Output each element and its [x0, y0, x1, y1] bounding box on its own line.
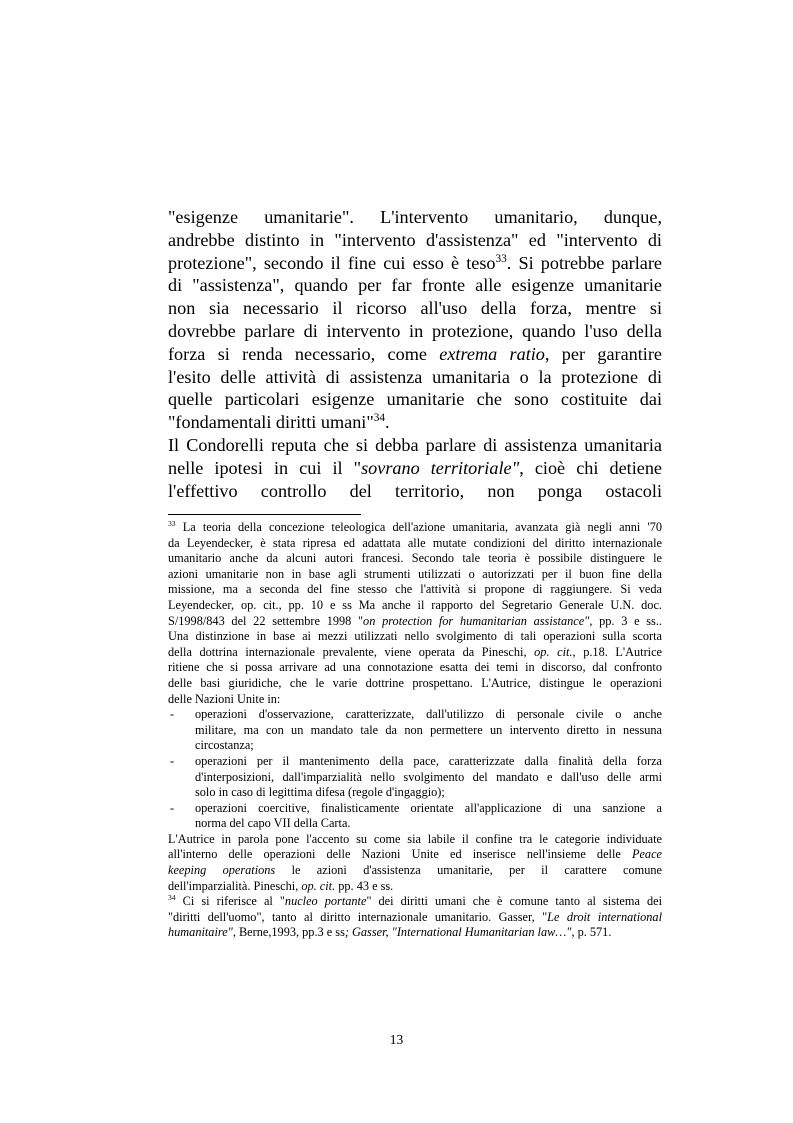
text-span: .	[385, 412, 390, 433]
footnote-line	[195, 770, 662, 786]
bullet-dash: -	[170, 707, 175, 722]
text-span: andrebbe distinto in "intervento d'assistenza" ed "intervento di	[168, 229, 662, 250]
text-span: delle Nazioni Unite in:	[168, 691, 281, 706]
text-span: Leyendecker, op. cit., pp. 10 e ss Ma anche il rapporto del Segretario Generale U.N. doc.	[168, 597, 662, 612]
text-span: l'esito delle attività di assistenza umanitaria o la protezione di	[168, 366, 662, 387]
text-span: "esigenze umanitarie". L'intervento umanitario, dunque,	[168, 207, 662, 227]
footnote-line	[195, 723, 662, 739]
footnote-line	[168, 567, 662, 583]
text-line	[168, 274, 662, 297]
footnote-number: 33	[168, 518, 176, 528]
text-line	[168, 457, 662, 480]
footnote-line	[168, 879, 662, 895]
text-line	[168, 206, 662, 229]
text-span: ritiene che si possa arrivare ad una connotazione esatta dei temi in discorso, dal confronto	[168, 660, 662, 675]
footnote-line	[168, 598, 662, 614]
text-line	[168, 229, 662, 252]
footnote-line	[168, 582, 662, 598]
text-span: Una distinzione in base ai mezzi utilizzati nello svolgimento di tali operazioni sulla scorta	[168, 629, 662, 644]
emphasis-text: keeping operations	[168, 863, 276, 878]
text-span: , per garantire	[544, 343, 662, 364]
page-number: 13	[389, 1032, 404, 1047]
footnote-33	[168, 520, 662, 894]
text-span: di "assistenza", quando per far fronte alle esigenze umanitarie	[168, 275, 662, 296]
text-span: circostanza;	[195, 738, 254, 753]
emphasis-text: Le droit international	[547, 909, 662, 924]
emphasis-text: International Humanitarian law…"	[396, 925, 572, 940]
emphasis-text: on protection for humanitarian assistance"	[363, 613, 590, 628]
emphasis-text: sovrano territoriale"	[361, 457, 520, 478]
footnote-34	[168, 894, 662, 941]
footnote-ref-33[interactable]: 33	[495, 252, 507, 265]
footnote-line	[195, 801, 662, 817]
text-span: Il Condorelli reputa che si debba parlare di assistenza umanitaria	[168, 434, 662, 455]
text-span: dell'imparzialità. Pineschi,	[168, 878, 302, 893]
text-span: operazioni per il mantenimento della pace, caratterizzate dalla finalità della forza	[195, 753, 662, 768]
footnote-ref-34[interactable]: 34	[373, 412, 386, 425]
text-span: missione, ma a seconda del fine stesso che l'attività si propone di raggiungere. Si veda	[168, 582, 662, 597]
paragraph-2	[168, 434, 662, 502]
emphasis-text: Peace	[631, 847, 662, 862]
text-span: solo in caso di legittima difesa (regole d'ingaggio);	[195, 785, 445, 800]
text-line	[168, 297, 662, 320]
footnote-line	[168, 645, 662, 661]
text-span: . Si potrebbe parlare	[506, 252, 662, 273]
text-span: le azioni d'assistenza umanitarie, per il carattere comune	[275, 863, 662, 878]
main-text	[168, 206, 662, 502]
text-span: La teoria della concezione teleologica dell'azione umanitaria, avanzata già negli anni '70	[175, 520, 662, 534]
text-line	[168, 434, 662, 457]
text-line	[168, 480, 662, 503]
footnote-line	[168, 910, 662, 926]
footnote-line	[195, 816, 662, 832]
text-span: pp. 43 e ss.	[335, 878, 394, 893]
bullet-dash: -	[170, 800, 175, 815]
emphasis-text: extrema ratio	[439, 343, 545, 364]
text-line	[168, 343, 662, 366]
footnote-line	[168, 614, 662, 630]
emphasis-text: op. cit.	[534, 644, 573, 659]
footnote-line	[168, 629, 662, 645]
text-line	[168, 366, 662, 389]
footnote-line	[168, 847, 662, 863]
text-span: , p.18. L'Autrice	[572, 644, 663, 659]
footnote-line	[168, 832, 662, 848]
emphasis-text: nucleo portante	[284, 894, 367, 909]
footnote-line	[195, 707, 662, 723]
footnote-line	[168, 676, 662, 692]
text-span: militare, ma con un mandato tale da non permettere un intervento diretto in nessuna	[195, 722, 662, 737]
list-item	[168, 707, 662, 754]
text-span: "fondamentali diritti umani"	[168, 412, 374, 433]
text-span: forza si renda necessario, come	[168, 343, 440, 364]
text-span: azioni umanitarie non in base agli strumenti utilizzati o autorizzati per il buon fine della	[168, 566, 662, 581]
footnotes	[168, 520, 662, 941]
text-line	[168, 320, 662, 343]
text-span: l'effettivo controllo del territorio, non ponga ostacoli	[168, 480, 662, 501]
text-span: " dei diritti umani che è comune tanto al sistema dei	[366, 894, 662, 909]
text-line	[168, 411, 662, 434]
text-span: , p. 571.	[571, 925, 612, 940]
footnote-line	[168, 925, 662, 941]
text-span: all'interno delle operazioni delle Nazioni Unite ed inserisce nell'insieme delle	[168, 847, 632, 862]
paragraph-1	[168, 206, 662, 434]
text-span: d'interposizioni, dall'imparzialità nello svolgimento del mandato e dall'uso delle armi	[195, 769, 662, 784]
text-span: , Berne,1993, pp.3 e ss	[232, 925, 345, 940]
emphasis-text: ; Gasser, "	[344, 925, 397, 940]
text-span: L'Autrice in parola pone l'accento su come sia labile il confine tra le categorie individuate	[168, 831, 662, 846]
text-span: della dottrina internazionale prevalente, viene operata da Pineschi,	[168, 644, 535, 659]
emphasis-text: op. cit.	[301, 878, 336, 893]
footnote-number: 34	[168, 893, 176, 903]
footnote-line	[168, 692, 662, 708]
text-span: nelle ipotesi in cui il "	[168, 457, 362, 478]
text-span: dovrebbe parlare di intervento in protezione, quando l'uso della	[168, 320, 662, 341]
text-span: Ci si riferisce al "	[175, 894, 285, 909]
footnote-line	[195, 754, 662, 770]
text-line	[168, 388, 662, 411]
text-span: S/1998/843 del 22 settembre 1998 "	[168, 613, 364, 628]
text-span: operazioni coercitive, finalisticamente orientate all'applicazione di una sanzione a	[195, 800, 662, 815]
text-span: , pp. 3 e ss..	[589, 613, 662, 628]
text-span: quelle particolari esigenze umanitarie che sono costituite dai	[168, 389, 662, 410]
text-span: da Leyendecker, è stata ripresa ed adattata alle mutate condizioni del diritto internazionale	[168, 535, 662, 550]
footnote-line	[168, 863, 662, 879]
footnote-line	[168, 894, 662, 910]
footnote-line	[195, 738, 662, 754]
footnote-line	[168, 520, 662, 536]
text-span: operazioni d'osservazione, caratterizzate, dall'utilizzo di personale civile o anche	[195, 707, 662, 722]
footnote-line	[168, 536, 662, 552]
emphasis-text: humanitaire"	[168, 925, 233, 940]
bullet-dash: -	[170, 753, 175, 768]
list-item	[168, 754, 662, 801]
footnote-separator	[168, 514, 361, 515]
text-span: non sia necessario il ricorso all'uso della forza, mentre si	[168, 298, 662, 319]
text-span: "diritti dell'uomo", tanto al diritto internazionale umanitario. Gasser, "	[168, 909, 548, 924]
footnote-line	[168, 551, 662, 567]
text-span: delle basi giuridiche, che le varie dottrine prospettano. L'Autrice, distingue le operazioni	[168, 675, 662, 690]
text-span: , cioè chi detiene	[519, 457, 662, 478]
footnote-line	[168, 660, 662, 676]
text-line	[168, 252, 662, 275]
text-span: umanitario anche da alcuni autori francesi. Secondo tale teoria è possibile distinguere le	[168, 551, 662, 566]
text-span: protezione", secondo il fine cui esso è teso	[168, 252, 496, 273]
list-item	[168, 801, 662, 832]
text-span: norma del capo VII della Carta.	[195, 816, 351, 831]
footnote-line	[195, 785, 662, 801]
